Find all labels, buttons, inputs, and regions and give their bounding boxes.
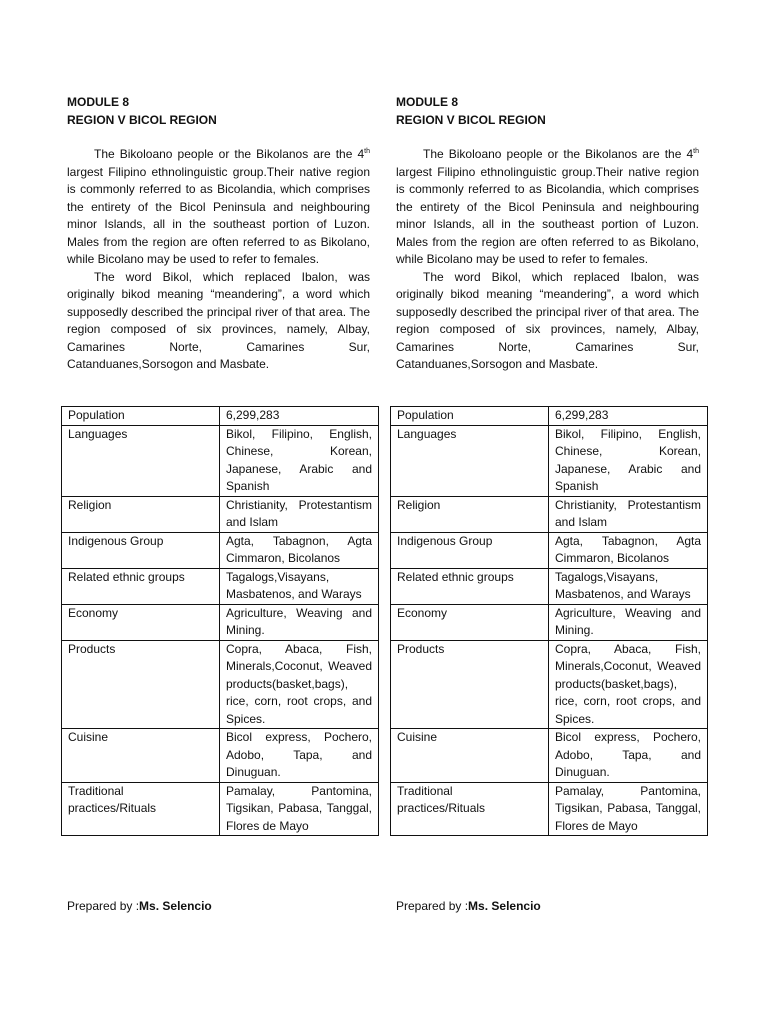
module-title: MODULE 8 (396, 95, 459, 109)
table-row: Economy Agriculture, Weaving and Mining. (62, 604, 379, 640)
table-row: Indigenous Group Agta, Tabagnon, Agta Cimmaron, Bicolanos (391, 532, 708, 568)
paragraph-2: The word Bikol, which replaced Ibalon, was originally bikod meaning “meandering”, a word which supposedly described the principal river of that area. The region composed of six provinces, namely, Albay, Camarines Norte, Camarines Sur, Catanduanes,Sorsogon and Masbate. (67, 269, 370, 371)
table-row: Languages Bikol, Filipino, English, Chinese, Korean, Japanese, Arabic and Spanish (391, 425, 708, 496)
region-title: REGION V BICOL REGION (396, 112, 546, 127)
table-row: Related ethnic groups Tagalogs,Visayans, Masbatenos, and Warays (62, 568, 379, 604)
region-info-table (61, 406, 379, 836)
region-title: REGION V BICOL REGION (67, 112, 217, 127)
table-row: Products Copra, Abaca, Fish, Minerals,Coconut, Weaved products(basket,bags), rice, corn, root crops, and Spices. (62, 640, 379, 729)
module-title: MODULE 8 (67, 95, 130, 109)
table-row: Religion Christianity, Protestantism and Islam (391, 496, 708, 532)
table-row: Population 6,299,283 (391, 407, 708, 426)
intro-text (396, 146, 699, 374)
prepared-by: Prepared by :Ms. Selencio (67, 899, 212, 913)
table-row: Indigenous Group Agta, Tabagnon, Agta Cimmaron, Bicolanos (62, 532, 379, 568)
table-row: Religion Christianity, Protestantism and Islam (62, 496, 379, 532)
table-row: Population 6,299,283 (62, 407, 379, 426)
table-row: Languages Bikol, Filipino, English, Chinese, Korean, Japanese, Arabic and Spanish (62, 425, 379, 496)
table-row: Traditional practices/Rituals Pamalay, Pantomina, Tigsikan, Pabasa, Tanggal, Flores de Mayo (391, 782, 708, 836)
table-row: Cuisine Bicol express, Pochero, Adobo, Tapa, and Dinuguan. (391, 729, 708, 783)
table-row: Economy Agriculture, Weaving and Mining. (391, 604, 708, 640)
module-page-left (61, 94, 379, 913)
region-info-table (390, 406, 708, 836)
table-row: Cuisine Bicol express, Pochero, Adobo, Tapa, and Dinuguan. (62, 729, 379, 783)
module-page-right (390, 94, 708, 913)
paragraph-1: The Bikoloano people or the Bikolanos are the 4th largest Filipino ethnolinguistic group.Their native region is commonly referred to as Bicolandia, which comprises the entirety of the Bicol Peninsula and neighbouring minor Islands, all in the southeast portion of Luzon. Males from the region are often referred to as Bikolano, while Bicolano may be used to refer to females. (396, 147, 699, 266)
paragraph-1: The Bikoloano people or the Bikolanos are the 4th largest Filipino ethnolinguistic group.Their native region is commonly referred to as Bicolandia, which comprises the entirety of the Bicol Peninsula and neighbouring minor Islands, all in the southeast portion of Luzon. Males from the region are often referred to as Bikolano, while Bicolano may be used to refer to females. (67, 147, 370, 266)
intro-text (67, 146, 370, 374)
table-row: Traditional practices/Rituals Pamalay, Pantomina, Tigsikan, Pabasa, Tanggal, Flores de Mayo (62, 782, 379, 836)
table-row: Products Copra, Abaca, Fish, Minerals,Coconut, Weaved products(basket,bags), rice, corn, root crops, and Spices. (391, 640, 708, 729)
prepared-by: Prepared by :Ms. Selencio (396, 899, 541, 913)
table-row: Related ethnic groups Tagalogs,Visayans, Masbatenos, and Warays (391, 568, 708, 604)
paragraph-2: The word Bikol, which replaced Ibalon, was originally bikod meaning “meandering”, a word which supposedly described the principal river of that area. The region composed of six provinces, namely, Albay, Camarines Norte, Camarines Sur, Catanduanes,Sorsogon and Masbate. (396, 269, 699, 371)
